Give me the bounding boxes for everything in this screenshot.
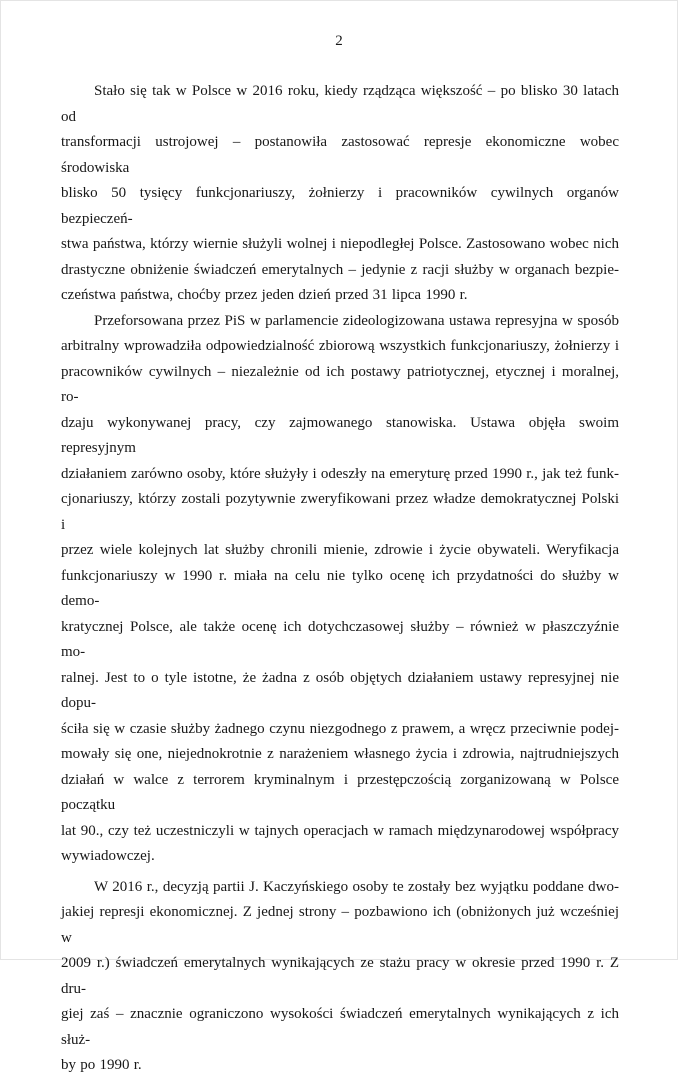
text-line: giej zaś – znacznie ograniczono wysokości świadczeń emerytalnych wynikających z ich służ-	[61, 1006, 619, 1048]
paragraph	[61, 875, 619, 1079]
text-line: czeństwa państwa, choćby przez jeden dzień przed 31 lipca 1990 r.	[61, 287, 468, 303]
text-line: funkcjonariuszy w 1990 r. miała na celu nie tylko ocenę ich przydatności do służby w demo-	[61, 567, 619, 609]
paragraph	[61, 309, 619, 870]
text-line: działań w walce z terrorem kryminalnym i przestępczością zorganizowaną w Polsce początku	[61, 771, 619, 813]
text-line: Przeforsowana przez PiS w parlamencie zideologizowana ustawa represyjna w sposób	[94, 312, 619, 329]
text-line: cjonariuszy, którzy zostali pozytywnie zweryfikowani przez władze demokratycznej Polski i	[61, 491, 619, 533]
text-line: W 2016 r., decyzją partii J. Kaczyńskiego osoby te zostały bez wyjątku poddane dwo-	[94, 878, 619, 895]
text-line: blisko 50 tysięcy funkcjonariuszy, żołnierzy i pracowników cywilnych organów bezpieczeń-	[61, 185, 619, 227]
text-line: pracowników cywilnych – niezależnie od ich postawy patriotycznej, etycznej i moralnej, ro-	[61, 363, 619, 405]
text-line: stwa państwa, którzy wiernie służyli wolnej i niepodległej Polsce. Zastosowano wobec nich	[61, 236, 619, 252]
text-line: mowały się one, niejednokrotnie z narażeniem własnego życia i zdrowia, najtrudniejszych	[61, 746, 619, 762]
text-line: lat 90., czy też uczestniczyli w tajnych operacjach w ramach międzynarodowej współpracy	[61, 822, 619, 839]
document-body	[61, 79, 619, 1079]
text-line: drastyczne obniżenie świadczeń emerytalnych – jedynie z racji służby w organach bezpie-	[61, 261, 619, 278]
text-line: przez wiele kolejnych lat służby chronili mienie, zdrowie i życie obywateli. Weryfikacja	[61, 542, 619, 558]
text-line: kratycznej Polsce, ale także ocenę ich dotychczasowej służby – również w płaszczyźnie mo-	[61, 618, 619, 660]
text-line: 2009 r.) świadczeń emerytalnych wynikających ze stażu pracy w okresie przed 1990 r. Z dru-	[61, 955, 619, 997]
text-line: działaniem zarówno osoby, które służyły i odeszły na emeryturę przed 1990 r., jak też funk-	[61, 465, 619, 482]
text-line: jakiej represji ekonomicznej. Z jednej strony – pozbawiono ich (obniżonych już wcześniej w	[61, 904, 619, 946]
text-line: ściła się w czasie służby żadnego czynu niezgodnego z prawem, a wręcz przeciwnie podej-	[61, 720, 619, 737]
text-line: ralnej. Jest to o tyle istotne, że żadna z osób objętych działaniem ustawy represyjnej nie dopu-	[61, 669, 619, 711]
text-line: by po 1990 r.	[61, 1057, 142, 1073]
text-line: Stało się tak w Polsce w 2016 roku, kiedy rządząca większość – po blisko 30 latach od	[61, 83, 619, 125]
paragraph	[61, 79, 619, 309]
page-number: 2	[335, 33, 343, 49]
text-line: dzaju wykonywanej pracy, czy zajmowanego stanowiska. Ustawa objęła swoim represyjnym	[61, 414, 619, 456]
text-line: transformacji ustrojowej – postanowiła zastosować represje ekonomiczne wobec środowiska	[61, 134, 619, 176]
text-line: arbitralny wprowadziła odpowiedzialność zbiorową wszystkich funkcjonariuszy, żołnierzy i	[61, 338, 619, 354]
text-line: wywiadowczej.	[61, 848, 155, 864]
